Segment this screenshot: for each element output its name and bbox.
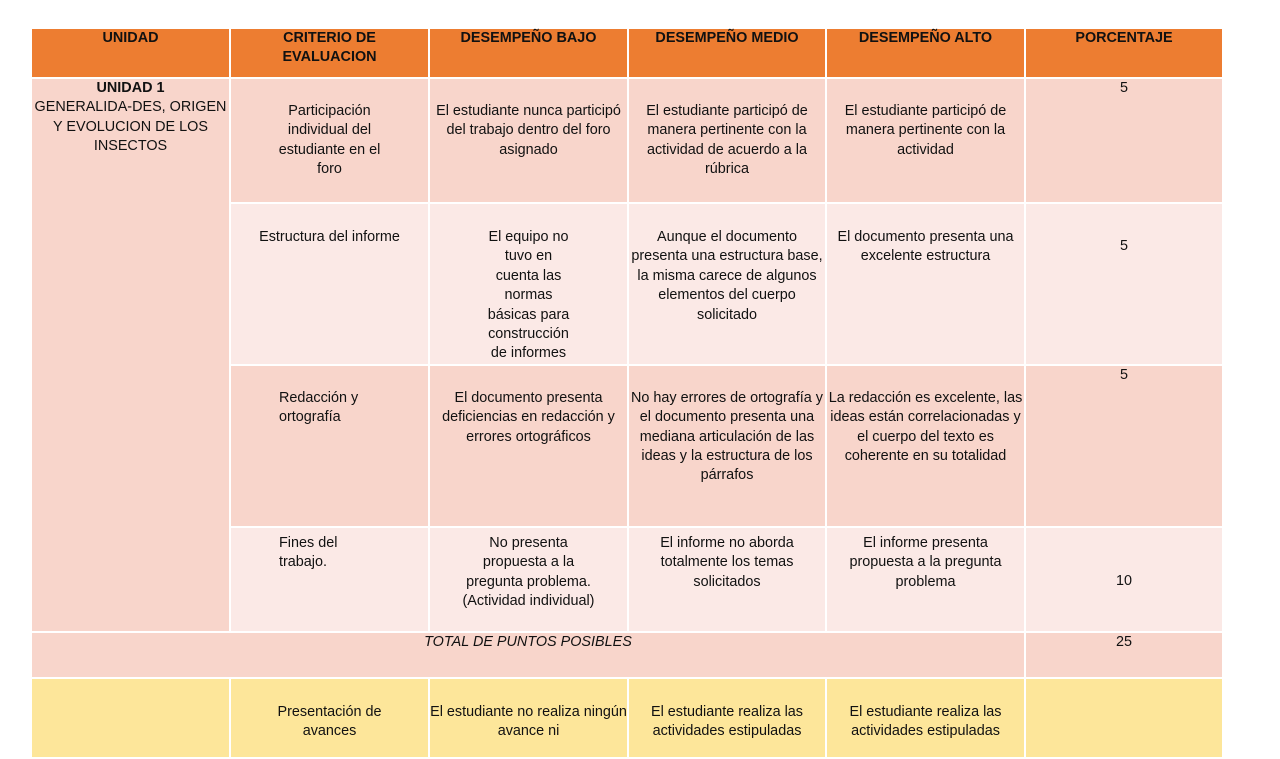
- bajo-cell: El documento presenta deficiencias en redacción y errores ortográficos: [429, 365, 628, 527]
- bajo-cell: El estudiante no realiza ningún avance ni: [429, 678, 628, 758]
- header-criterio: CRITERIO DE EVALUACION: [230, 28, 429, 78]
- porcentaje-cell: 5: [1025, 203, 1223, 365]
- table-row: [31, 678, 1223, 758]
- unit-cell-next: [31, 678, 230, 758]
- medio-cell: Aunque el documento presenta una estructura base, la misma carece de algunos elementos del cuerpo solicitado: [628, 203, 826, 365]
- total-row: [31, 632, 1223, 678]
- porcentaje-cell: 5: [1025, 365, 1223, 527]
- alto-cell: El estudiante participó de manera pertinente con la actividad: [826, 78, 1025, 203]
- bajo-cell: No presenta propuesta a la pregunta problema. (Actividad individual): [429, 527, 628, 632]
- bajo-cell: El estudiante nunca participó del trabajo dentro del foro asignado: [429, 78, 628, 203]
- criterio-cell: Participación individual del estudiante en el foro: [230, 78, 429, 203]
- header-row: [31, 28, 1223, 78]
- rubric-table: [30, 27, 1224, 759]
- criterio-cell: Redacción y ortografía: [230, 365, 429, 527]
- medio-cell: No hay errores de ortografía y el documento presenta una mediana articulación de las ideas y la estructura de los párrafos: [628, 365, 826, 527]
- header-porcentaje: PORCENTAJE: [1025, 28, 1223, 78]
- bajo-cell: El equipo no tuvo en cuenta las normas básicas para construcción de informes: [429, 203, 628, 365]
- medio-cell: El estudiante realiza las actividades estipuladas: [628, 678, 826, 758]
- unit-title: UNIDAD 1: [96, 80, 165, 96]
- header-alto: DESEMPEÑO ALTO: [826, 28, 1025, 78]
- alto-cell: El informe presenta propuesta a la pregunta problema: [826, 527, 1025, 632]
- table-row: [31, 78, 1223, 203]
- total-value: 25: [1025, 632, 1223, 678]
- porcentaje-cell: 5: [1025, 78, 1223, 203]
- header-medio: DESEMPEÑO MEDIO: [628, 28, 826, 78]
- header-bajo: DESEMPEÑO BAJO: [429, 28, 628, 78]
- alto-cell: La redacción es excelente, las ideas están correlacionadas y el cuerpo del texto es coherente en su totalidad: [826, 365, 1025, 527]
- unit-cell: [31, 78, 230, 632]
- porcentaje-cell: 10: [1025, 527, 1223, 632]
- alto-cell: El estudiante realiza las actividades estipuladas: [826, 678, 1025, 758]
- alto-cell: El documento presenta una excelente estructura: [826, 203, 1025, 365]
- medio-cell: El informe no aborda totalmente los temas solicitados: [628, 527, 826, 632]
- medio-cell: El estudiante participó de manera pertinente con la actividad de acuerdo a la rúbrica: [628, 78, 826, 203]
- criterio-cell: Fines del trabajo.: [230, 527, 429, 632]
- criterio-cell: Presentación de avances: [230, 678, 429, 758]
- header-unidad: UNIDAD: [31, 28, 230, 78]
- porcentaje-cell: [1025, 678, 1223, 758]
- total-label: TOTAL DE PUNTOS POSIBLES: [31, 632, 1025, 678]
- criterio-cell: Estructura del informe: [230, 203, 429, 365]
- unit-description: GENERALIDA-DES, ORIGEN Y EVOLUCION DE LOS INSECTOS: [34, 99, 227, 155]
